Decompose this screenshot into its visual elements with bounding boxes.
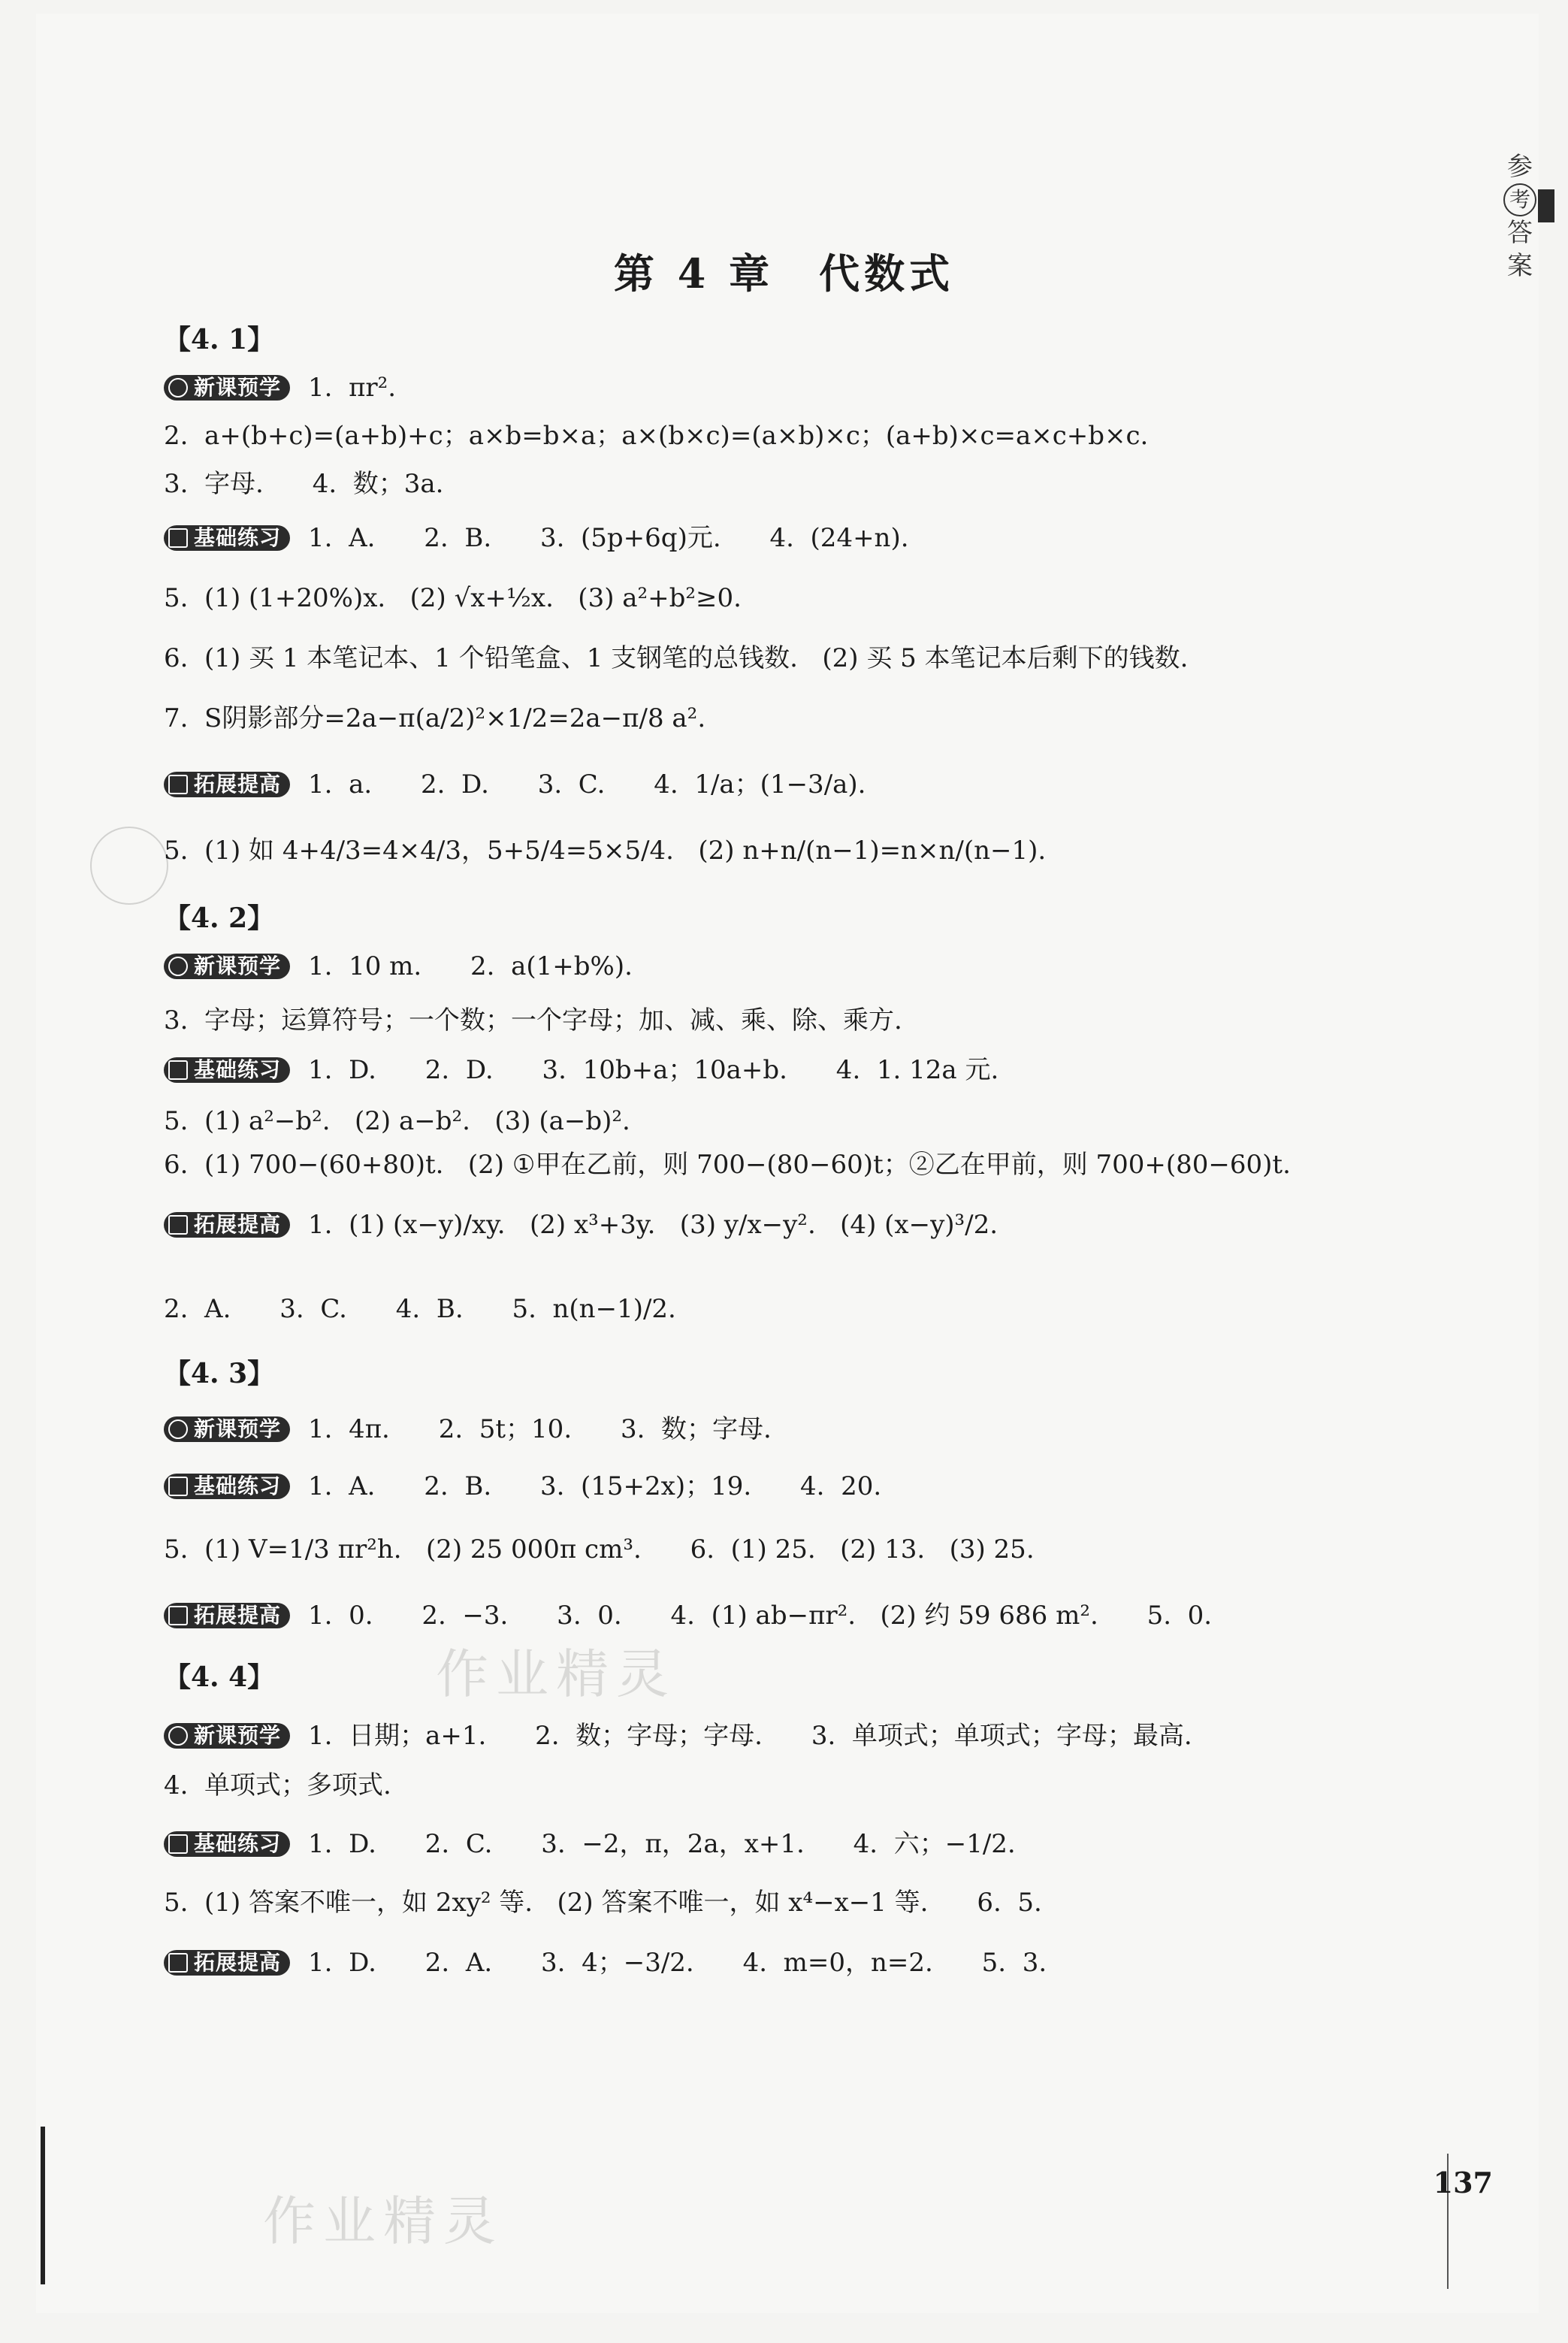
answer-text: 6. (1) 700−(60+80)t. (2) ①甲在乙前，则 700−(80−60)t；②乙在甲前，则 700+(80−60)t. [164,1150,1291,1180]
badge-label: 拓展提高 [194,1603,282,1628]
answer-text: 1. A. 2. B. 3. (15+2x)；19. 4. 20. [308,1471,882,1501]
answer-text: 5. (1) 如 4+4/3=4×4/3，5+5/4=5×5/4. (2) n+n/(n−1)=n×n/(n−1). [164,836,1047,866]
answer-text: 5. (1) V=1/3 πr²h. (2) 25 000π cm³. 6. (1) 25. (2) 13. (3) 25. [164,1534,1035,1565]
answer-line [164,373,412,403]
answer-text: 1. 10 m. 2. a(1+b%). [308,951,633,981]
answer-line [164,1055,999,1085]
clock-icon [168,1726,188,1746]
answer-text: 2. A. 3. C. 4. B. 5. n(n−1)/2. [164,1294,676,1324]
answer-text: 2. a+(b+c)=(a+b)+c；a×b=b×a；a×(b×c)=(a×b)×c；(a+b)×c=a×c+b×c. [164,421,1149,451]
answer-text: 1. D. 2. A. 3. 4；−3/2. 4. m=0，n=2. 5. 3. [308,1948,1047,1978]
side-tab-char: 案 [1507,251,1533,281]
side-tab-marker [1538,189,1554,222]
extend-badge [164,772,290,797]
basic-badge [164,1831,290,1857]
answer-line [164,1005,902,1035]
badge-label: 拓展提高 [194,1950,282,1975]
side-tab-char-circled: 考 [1503,183,1536,216]
answer-line [164,1414,772,1444]
answer-text: 7. S阴影部分=2a−π(a/2)²×1/2=2a−π/8 a². [164,703,706,733]
preview-badge [164,954,290,979]
answer-line [164,523,909,553]
badge-label: 基础练习 [194,1057,282,1082]
answer-line [164,1210,998,1240]
answer-text: 6. (1) 买 1 本笔记本、1 个铅笔盒、1 支钢笔的总钱数. (2) 买 5 本笔记本后剩下的钱数. [164,643,1189,673]
clock-icon [168,1419,188,1439]
side-tab-char: 参 [1507,152,1533,182]
book-icon [168,1834,188,1854]
answer-line [164,836,1046,866]
basic-badge [164,525,290,551]
badge-label: 新课预学 [194,375,282,400]
answer-line [164,421,1148,451]
answer-line [164,1601,1212,1631]
answer-line [164,1106,630,1136]
answer-text: 1. 0. 2. −3. 3. 0. 4. (1) ab−πr². (2) 约 59 686 m². 5. 0. [308,1601,1213,1631]
answer-line [164,583,742,613]
book-icon [168,528,188,548]
extend-badge [164,1950,290,1976]
extend-badge [164,1212,290,1238]
answer-text: 1. 4π. 2. 5t；10. 3. 数；字母. [308,1414,772,1444]
answer-text: 1. (1) (x−y)/xy. (2) x³+3y. (3) y/x−y². (4) (x−y)³/2. [308,1210,999,1240]
book-icon [168,1477,188,1496]
answer-text: 1. D. 2. D. 3. 10b+a；10a+b. 4. 1. 12a 元. [308,1055,999,1085]
book-icon [168,775,188,794]
answer-line [164,1948,1047,1978]
answer-line [164,703,705,733]
preview-badge [164,375,290,401]
side-tab-char: 答 [1507,218,1533,248]
answer-text: 5. (1) a²−b². (2) a−b². (3) (a−b)². [164,1106,630,1136]
preview-badge [164,1416,290,1442]
answer-line [164,643,1188,673]
section-heading: 【4. 2】 [164,902,275,934]
clock-icon [168,378,188,398]
badge-label: 基础练习 [194,525,282,550]
chapter-title: 第 4 章 代数式 [613,249,955,298]
preview-badge [164,1723,290,1749]
answer-line [164,1294,676,1324]
answer-line [164,1770,391,1800]
answer-text: 5. (1) (1+20%)x. (2) √x+½x. (3) a²+b²≥0. [164,583,742,613]
answer-line [164,1471,881,1501]
answer-line [164,1150,1291,1180]
answer-line [164,1888,1042,1918]
answer-text: 3. 字母. 4. 数；3a. [164,469,444,499]
badge-label: 基础练习 [194,1831,282,1856]
badge-label: 新课预学 [194,954,282,978]
clock-icon [168,957,188,976]
answer-line [164,1534,1035,1565]
answer-line [164,769,866,800]
answer-text: 1. a. 2. D. 3. C. 4. 1/a；(1−3/a). [308,769,866,800]
watermark: 作业精灵 [436,1643,676,1705]
badge-label: 基础练习 [194,1474,282,1498]
basic-badge [164,1057,290,1083]
page-number: 137 [1433,2166,1493,2199]
answer-line [164,1721,1192,1751]
section-heading: 【4. 4】 [164,1661,275,1693]
badge-label: 新课预学 [194,1723,282,1748]
basic-badge [164,1474,290,1499]
book-icon [168,1060,188,1080]
book-icon [168,1953,188,1973]
book-icon [168,1215,188,1235]
answer-text: 5. (1) 答案不唯一，如 2xy² 等. (2) 答案不唯一，如 x⁴−x−1 等. 6. 5. [164,1888,1042,1918]
badge-label: 新课预学 [194,1416,282,1441]
answer-text: 1. 日期；a+1. 2. 数；字母；字母. 3. 单项式；单项式；字母；最高. [308,1721,1192,1751]
watermark: 作业精灵 [263,2190,503,2252]
binding-edge [41,2127,45,2284]
stamp-mark [90,827,168,905]
book-icon [168,1606,188,1625]
answer-text: 3. 字母；运算符号；一个数；一个字母；加、减、乘、除、乘方. [164,1005,902,1035]
badge-label: 拓展提高 [194,772,282,797]
answer-line [164,951,633,981]
answer-text: 1. A. 2. B. 3. (5p+6q)元. 4. (24+n). [308,523,909,553]
answer-text: 1. πr². [308,373,412,403]
extend-badge [164,1603,290,1628]
section-heading: 【4. 1】 [164,324,275,355]
answer-text: 4. 单项式；多项式. [164,1770,391,1800]
answer-line [164,469,443,499]
answer-line [164,1829,1016,1859]
answer-text: 1. D. 2. C. 3. −2，π，2a，x+1. 4. 六；−1/2. [308,1829,1016,1859]
badge-label: 拓展提高 [194,1212,282,1237]
section-heading: 【4. 3】 [164,1358,275,1389]
